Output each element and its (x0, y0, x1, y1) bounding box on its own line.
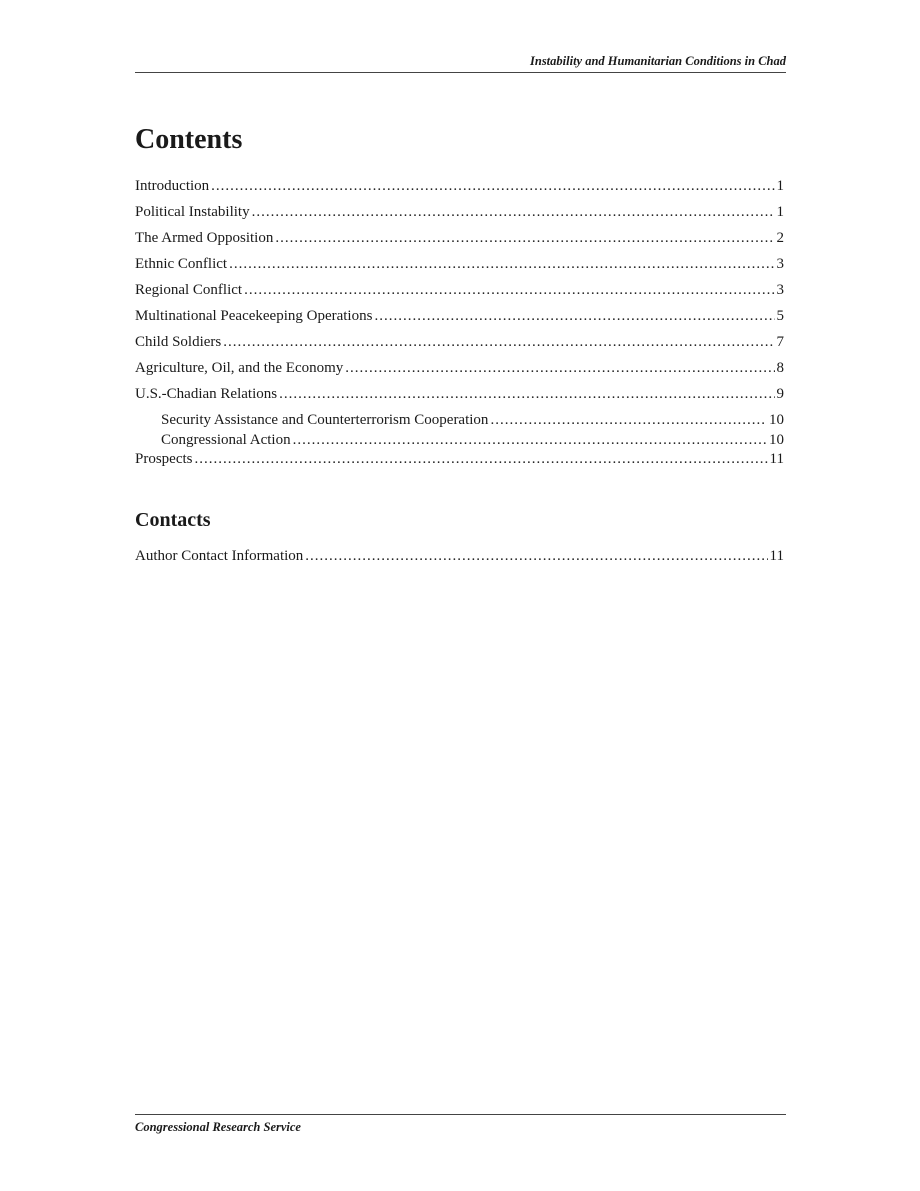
toc-entry-label: Ethnic Conflict (135, 256, 228, 272)
toc-leader-dots (490, 410, 767, 430)
toc-entry-label: Congressional Action (161, 431, 291, 448)
toc-entry-label: The Armed Opposition (135, 230, 274, 246)
toc-page-number: 3 (776, 282, 784, 298)
toc-entry-regional-conflict[interactable] (135, 280, 784, 306)
table-of-contents (135, 176, 784, 475)
toc-leader-dots (293, 430, 767, 450)
toc-leader-dots (305, 546, 767, 566)
toc-page-number: 2 (776, 230, 784, 246)
toc-entry-label: Regional Conflict (135, 282, 243, 298)
toc-entry-author-contact[interactable] (135, 546, 784, 572)
running-footer: Congressional Research Service (135, 1114, 786, 1135)
contacts-list (135, 546, 784, 572)
toc-entry-label: Political Instability (135, 204, 250, 220)
toc-entry-introduction[interactable] (135, 176, 784, 202)
toc-entry-label: Introduction (135, 178, 210, 194)
toc-leader-dots (223, 332, 774, 352)
toc-leader-dots (279, 384, 774, 404)
toc-entry-label: Child Soldiers (135, 334, 222, 350)
toc-page-number: 5 (776, 308, 784, 324)
toc-subentry-security-assistance[interactable] (135, 410, 784, 430)
contacts-heading: Contacts (135, 509, 211, 531)
toc-page-number: 1 (776, 204, 784, 220)
toc-entry-label: Author Contact Information (135, 548, 304, 564)
toc-page-number: 8 (776, 360, 784, 376)
toc-leader-dots (345, 358, 774, 378)
toc-entry-label: U.S.-Chadian Relations (135, 386, 278, 402)
toc-page-number: 10 (769, 412, 784, 428)
toc-entry-us-chadian-relations[interactable] (135, 384, 784, 410)
toc-entry-label: Prospects (135, 451, 193, 467)
toc-leader-dots (211, 176, 774, 196)
toc-page-number: 11 (769, 548, 784, 564)
toc-entry-peacekeeping[interactable] (135, 306, 784, 332)
contents-heading: Contents (135, 124, 243, 155)
toc-page-number: 1 (776, 178, 784, 194)
running-header: Instability and Humanitarian Conditions in Chad (135, 54, 786, 73)
toc-page-number: 10 (769, 431, 784, 448)
toc-entry-ethnic-conflict[interactable] (135, 254, 784, 280)
toc-page-number: 9 (776, 386, 784, 402)
toc-entry-label: Multinational Peacekeeping Operations (135, 308, 373, 324)
toc-entry-armed-opposition[interactable] (135, 228, 784, 254)
toc-leader-dots (229, 254, 774, 274)
toc-subentry-congressional-action[interactable] (135, 430, 784, 450)
toc-entry-label: Agriculture, Oil, and the Economy (135, 360, 344, 376)
toc-leader-dots (275, 228, 774, 248)
toc-entry-political-instability[interactable] (135, 202, 784, 228)
toc-entry-label: Security Assistance and Counterterrorism Cooperation (161, 412, 489, 428)
toc-entry-agriculture-oil-economy[interactable] (135, 358, 784, 384)
toc-leader-dots (195, 449, 768, 469)
toc-entry-prospects[interactable] (135, 449, 784, 475)
toc-leader-dots (252, 202, 775, 222)
toc-page-number: 7 (776, 334, 784, 350)
toc-leader-dots (244, 280, 774, 300)
toc-page-number: 3 (776, 256, 784, 272)
toc-page-number: 11 (769, 451, 784, 467)
toc-leader-dots (374, 306, 774, 326)
toc-entry-child-soldiers[interactable] (135, 332, 784, 358)
